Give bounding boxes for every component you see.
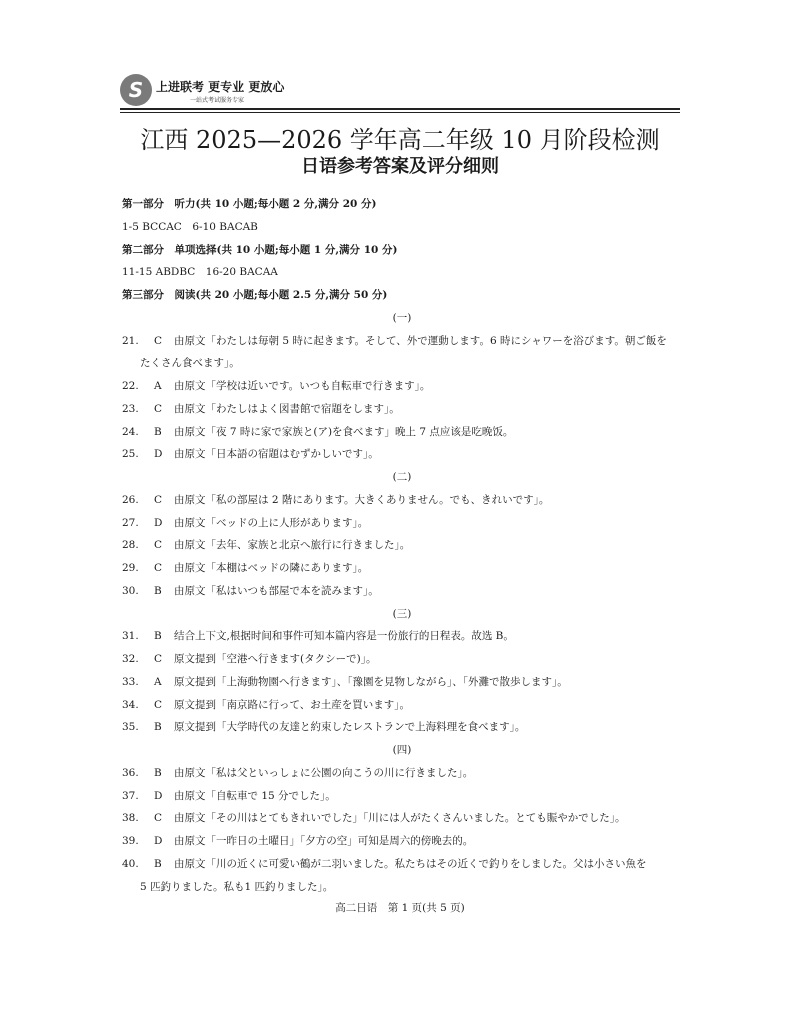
question-number: 25. — [122, 448, 139, 461]
explanation-continuation: 5 匹釣りました。私も1 匹釣りました」。 — [140, 880, 334, 893]
question-number: 27. — [122, 516, 139, 529]
answer-letter: C — [154, 539, 163, 552]
question-number: 21. — [122, 334, 139, 347]
question-number: 39. — [122, 835, 139, 847]
answer-item — [122, 330, 682, 353]
explanation-text: 由原文「私の部屋は 2 階にあります。大きくありません。でも、きれいです」。 — [174, 493, 550, 506]
question-number: 30. — [122, 584, 139, 597]
answer-item — [122, 625, 682, 648]
page-title: 江西 2025—2026 学年高二年级 10 月阶段检测 — [140, 126, 660, 154]
answer-letter: B — [154, 721, 162, 734]
question-number: 31. — [122, 630, 139, 643]
explanation-text: 由原文「去年、家族と北京へ旅行に行きました」。 — [174, 539, 411, 552]
explanation-text: 由原文「わたしは毎朝 5 時に起きます。そして、外で運動します。6 時にシャワーを浴びます。朝ご飯を — [174, 334, 667, 347]
question-number: 32. — [122, 653, 139, 665]
group-label: (一) — [392, 311, 412, 324]
logo-subtitle: 一站式考试服务专家 — [190, 97, 245, 104]
question-number: 37. — [122, 789, 139, 802]
answer-letter: A — [154, 675, 162, 688]
reading-groups — [122, 307, 682, 899]
answer-item — [122, 489, 682, 512]
question-number: 34. — [122, 698, 139, 711]
answer-item — [122, 785, 682, 808]
answer-letter: C — [154, 698, 163, 711]
header-rule-thick — [120, 108, 680, 110]
answer-item — [122, 807, 682, 830]
answer-item — [122, 512, 682, 535]
question-number: 28. — [122, 539, 139, 552]
question-number: 38. — [122, 812, 139, 825]
page-footer: 高二日语 第 1 页(共 5 页) — [335, 902, 465, 914]
question-number: 36. — [122, 766, 139, 779]
answer-letter: B — [154, 584, 162, 597]
explanation-text: 由原文「夜 7 時に家で家族と(ア)を食べます」晚上 7 点应该是吃晚饭。 — [174, 425, 514, 438]
answer-letter: C — [154, 493, 163, 506]
answer-letter: C — [154, 402, 163, 415]
answer-letter: B — [154, 425, 162, 438]
explanation-continuation: たくさん食べます」。 — [140, 357, 240, 370]
explanation-text: 原文提到「上海動物園へ行きます」、「豫園を見物しながら」、「外灘で散歩します」。 — [174, 675, 568, 688]
question-number: 40. — [122, 857, 139, 870]
explanation-text: 由原文「川の近くに可愛い鶴が二羽いました。私たちはその近くで釣りをしました。父は小さい魚を — [174, 857, 647, 870]
answer-item — [122, 671, 682, 694]
explanation-text: 由原文「一昨日の土曜日」「夕方の空」可知是周六的傍晚去的。 — [174, 835, 474, 847]
answer-letter: D — [154, 516, 163, 529]
logo-slogan: 上进联考 更专业 更放心 — [156, 80, 285, 94]
answer-item — [122, 830, 682, 853]
answer-letter: C — [154, 562, 163, 574]
part1-heading: 第一部分 听力(共 10 小题;每小题 2 分,满分 20 分) — [122, 198, 377, 210]
answer-item — [122, 443, 682, 466]
question-number: 35. — [122, 721, 139, 734]
answer-letter: D — [154, 835, 163, 847]
explanation-text: 由原文「わたしはよく図書館で宿題をします」。 — [174, 402, 400, 415]
explanation-text: 由原文「自転車で 15 分でした」。 — [174, 789, 336, 802]
answer-letter: C — [154, 812, 163, 825]
answer-item — [122, 694, 682, 717]
explanation-text: 原文提到「南京路に行って、お土産を買います」。 — [174, 698, 411, 711]
question-number: 29. — [122, 562, 139, 574]
question-number: 23. — [122, 402, 139, 415]
answer-item — [122, 375, 682, 398]
answer-letter: B — [154, 766, 162, 779]
answer-letter: A — [154, 380, 162, 392]
part1-answers: 1-5 BCCAC 6-10 BACAB — [122, 220, 258, 233]
group-label: (四) — [392, 744, 412, 756]
question-number: 26. — [122, 493, 139, 506]
question-number: 22. — [122, 380, 139, 392]
answer-letter: B — [154, 630, 162, 643]
explanation-text: 由原文「私はいつも部屋で本を読みます」。 — [174, 584, 379, 597]
explanation-text: 由原文「学校は近いです。いつも自転車で行きます」。 — [174, 380, 431, 392]
explanation-text: 由原文「私は父といっしょに公園の向こうの川に行きました」。 — [174, 766, 474, 779]
answer-letter: C — [154, 653, 163, 665]
explanation-text: 原文提到「大学時代の友達と約束したレストランで上海料理を食べます」。 — [174, 721, 526, 734]
page-subtitle: 日语参考答案及评分细则 — [301, 156, 499, 177]
explanation-text: 由原文「本棚はベッドの隣にあります」。 — [174, 562, 369, 574]
answer-item — [122, 398, 682, 421]
explanation-text: 由原文「その川はとてもきれいでした」「川には人がたくさんいました。とても賑やかでした」。 — [174, 812, 626, 825]
part2-answers: 11-15 ABDBC 16-20 BACAA — [122, 266, 278, 279]
answer-item — [122, 557, 682, 580]
header-rule-thin — [120, 112, 680, 113]
question-number: 24. — [122, 425, 139, 438]
logo-icon: S — [120, 74, 152, 106]
part3-heading: 第三部分 阅读(共 20 小题;每小题 2.5 分,满分 50 分) — [122, 289, 388, 301]
answer-letter: C — [154, 334, 163, 347]
answer-item — [122, 534, 682, 557]
answer-letter: D — [154, 789, 163, 802]
explanation-text: 结合上下文,根据时间和事件可知本篇内容是一份旅行的日程表。故选 B。 — [174, 630, 514, 643]
answer-item — [122, 716, 682, 739]
group-label: (二) — [392, 471, 412, 483]
answer-item — [122, 762, 682, 785]
explanation-text: 原文提到「空港へ行きます(タクシーで)」。 — [174, 653, 377, 665]
answer-content — [122, 193, 682, 898]
explanation-text: 由原文「日本語の宿題はむずかしいです」。 — [174, 448, 379, 461]
group-label: (三) — [392, 607, 412, 620]
answer-letter: D — [154, 448, 163, 461]
explanation-text: 由原文「ベッドの上に人形があります」。 — [174, 516, 369, 529]
part2-heading: 第二部分 单项选择(共 10 小题;每小题 1 分,满分 10 分) — [122, 243, 398, 256]
answer-item — [122, 421, 682, 444]
question-number: 33. — [122, 675, 139, 688]
answer-item — [122, 853, 682, 876]
answer-item — [122, 648, 682, 671]
answer-item — [122, 580, 682, 603]
answer-letter: B — [154, 857, 162, 870]
